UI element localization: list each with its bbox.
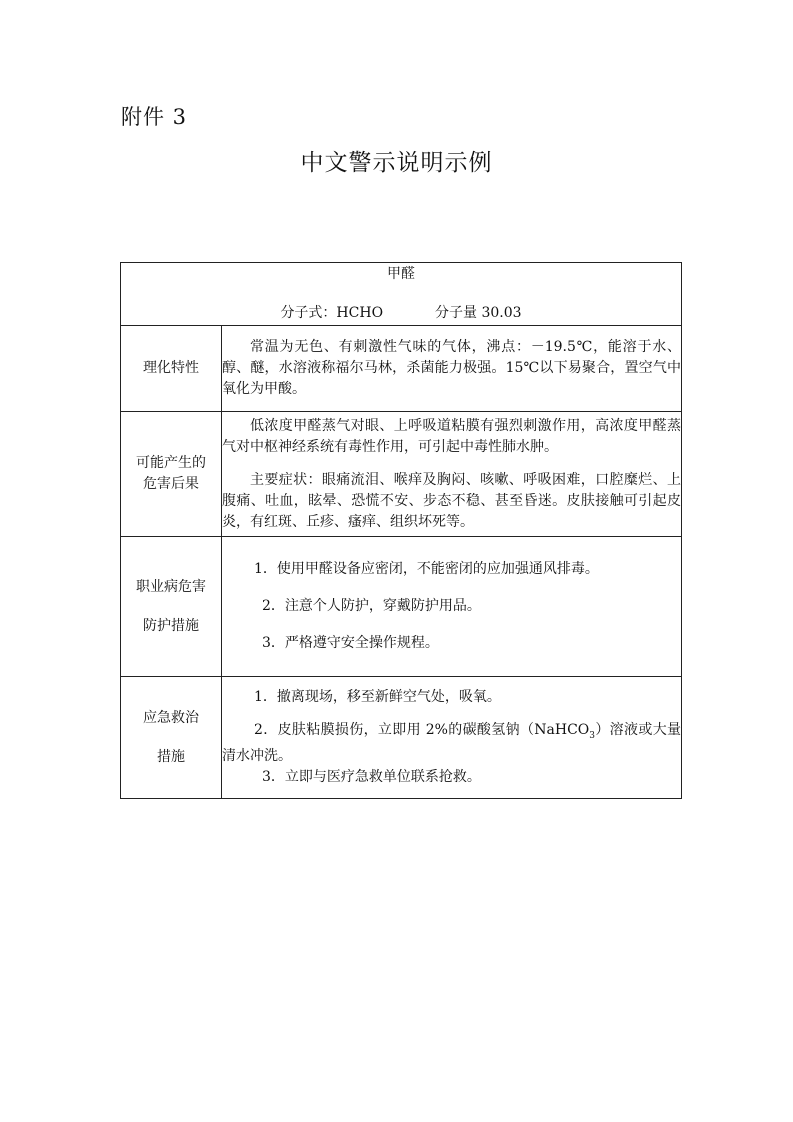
emergency-item-3: 3．立即与医疗急救单位联系抢救。: [262, 769, 481, 786]
attachment-label: 附件 3: [121, 105, 188, 129]
chemical-name: 甲醛: [387, 266, 415, 282]
properties-label: 理化特性: [121, 326, 222, 412]
properties-row: [121, 326, 682, 412]
protection-label-line2: 防护措施: [143, 617, 199, 634]
protection-item-1: 1．使用甲醛设备应密闭，不能密闭的应加强通风排毒。: [254, 561, 599, 577]
emergency-item-2: [222, 720, 681, 768]
properties-content: [222, 326, 682, 412]
hazards-label-line1: 可能产生的: [136, 455, 206, 471]
emergency-item-2-suffix: ）溶液: [595, 721, 639, 738]
emergency-row: [121, 677, 682, 799]
document-title: 中文警示说明示例: [300, 150, 493, 176]
hazards-content: [222, 412, 682, 537]
hazards-paragraph-2: [222, 470, 681, 533]
emergency-item-1: 1．撤离现场，移至新鲜空气处，吸氧。: [254, 688, 501, 705]
molecular-weight: 分子量 30.03: [435, 305, 522, 321]
hazards-label: [121, 412, 222, 537]
protection-item-3: 3．严格遵守安全操作规程。: [262, 635, 439, 651]
hazards-label-line2: 危害后果: [143, 476, 199, 492]
emergency-item-2-rest: 或大量清水冲洗。: [222, 721, 682, 765]
header-cell: [121, 263, 682, 326]
protection-content: [222, 537, 682, 677]
protection-label: [121, 537, 222, 677]
hazards-symptoms-rest: 糜烂、上腹痛、吐血，眩晕、恐慌不安、步态不稳、甚至昏迷。皮肤接触可引起皮炎，有红斑、丘疹、瘙痒、组织坏死等。: [222, 471, 682, 530]
formula-line: [121, 303, 681, 324]
emergency-content: [222, 677, 682, 799]
hazards-paragraph-1: 低浓度甲醛蒸气对眼、上呼吸道粘膜有强烈刺激作用，高浓度甲醛蒸气对中枢神经系统有毒性作用，可引起中毒性肺水肿。: [222, 417, 682, 455]
protection-item-2: 2．注意个人防护，穿戴防护用品。: [262, 598, 481, 614]
emergency-item-2-subscript: 3: [589, 730, 596, 741]
hazards-row: [121, 412, 682, 537]
header-row: [121, 263, 682, 326]
hazards-symptoms-start: 主要症状：眼痛流泪、喉痒及胸闷、咳嗽、呼吸困难，口腔: [250, 471, 624, 488]
warning-table: [120, 262, 682, 799]
protection-row: [121, 537, 682, 677]
molecular-formula: 分子式：HCHO: [280, 305, 384, 321]
emergency-label: [121, 677, 222, 799]
emergency-label-line1: 应急救治: [143, 709, 199, 726]
properties-text: 常温为无色、有刺激性气味的气体，沸点：－19.5℃，能溶于水、醇、醚，水溶液称福尔马林，杀菌能力极强。15℃以下易聚合，置空气中氧化为甲酸。: [222, 339, 682, 397]
protection-label-line1: 职业病危害: [136, 578, 206, 595]
emergency-label-line2: 措施: [157, 748, 185, 765]
emergency-item-2-text: 2．皮肤粘膜损伤，立即用 2%的碳酸氢钠（NaHCO: [254, 721, 590, 738]
